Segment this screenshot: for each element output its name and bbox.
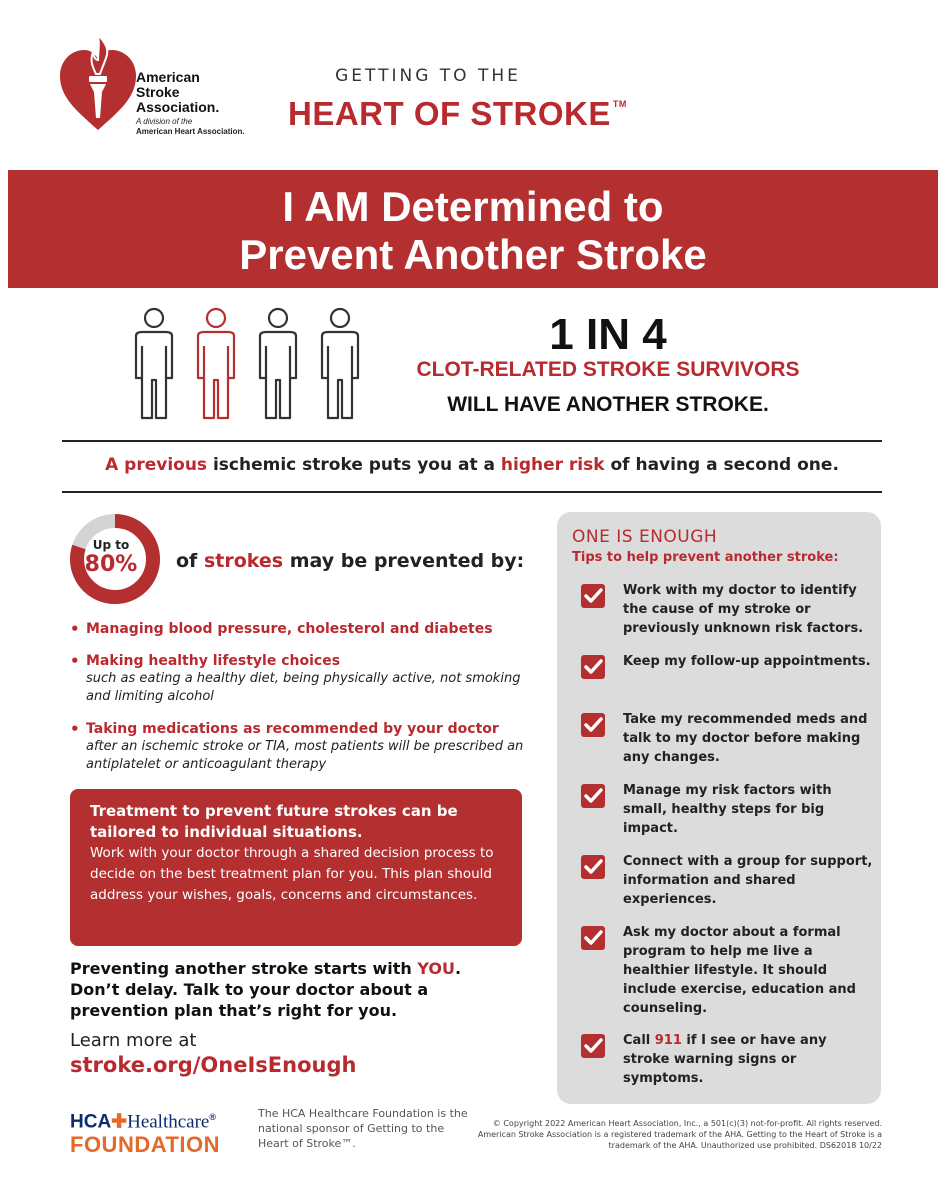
- bullet-title: Managing blood pressure, cholesterol and diabetes: [86, 621, 493, 637]
- tip-text: Manage my risk factors with small, healthy steps for big impact.: [623, 783, 832, 836]
- learn-more-link[interactable]: stroke.org/OneIsEnough: [70, 1053, 357, 1077]
- checkbox-checked-icon: [580, 783, 606, 809]
- prevent-head-p3: may be prevented by:: [283, 550, 525, 572]
- bullet-title: Taking medications as recommended by your doctor: [86, 721, 499, 737]
- risk-higher: higher risk: [500, 455, 605, 475]
- donut-upto-label: Up to: [92, 538, 130, 552]
- tips-subtitle: Tips to help prevent another stroke:: [572, 550, 839, 565]
- hca-logo-registered: ®: [209, 1112, 217, 1122]
- org-name-line-1: American: [136, 69, 200, 85]
- hca-logo-line-2: FOUNDATION: [70, 1132, 221, 1158]
- prevention-bullets: [70, 620, 540, 784]
- stat-highlight: CLOT-RELATED STROKE SURVIVORS: [416, 358, 800, 381]
- org-name-line-3: Association.: [136, 99, 220, 115]
- hca-logo-hca: HCA: [70, 1111, 112, 1133]
- hca-logo-line-1: [70, 1106, 220, 1133]
- title-banner: [8, 170, 938, 288]
- stat-rest: WILL HAVE ANOTHER STROKE.: [447, 393, 769, 416]
- tagline-big-text: HEART OF STROKE: [288, 95, 611, 132]
- closing-p3: Don’t delay. Talk to your doctor about a prevention plan that’s right for you.: [70, 980, 429, 1020]
- hca-star-icon: ✚: [111, 1111, 128, 1133]
- person-icon: [260, 309, 296, 418]
- prevent-heading: [176, 550, 524, 572]
- closing-p2: .: [455, 959, 462, 978]
- tip-text: Connect with a group for support, information and shared experiences.: [623, 854, 873, 907]
- tip-text: [623, 1031, 873, 1088]
- treatment-body: Work with your doctor through a shared decision process to decide on the best treatment plan for you. This plan should address your wishes, goals, concerns and circumstances.: [90, 845, 494, 903]
- bullet-item: [70, 652, 540, 706]
- tip-911: 911: [654, 1033, 682, 1048]
- heart-torch-icon: [58, 32, 138, 132]
- tips-title: ONE IS ENOUGH: [572, 527, 718, 547]
- bullet-sub: after an ischemic stroke or TIA, most patients will be prescribed an antiplatelet or anticoagulant therapy: [86, 739, 524, 772]
- checkbox-checked-icon: [580, 925, 606, 951]
- risk-text-2: of having a second one.: [604, 455, 839, 475]
- sponsor-text: The HCA Healthcare Foundation is the national sponsor of Getting to the Heart of Stroke™.: [258, 1107, 468, 1150]
- divider-top: [62, 440, 882, 442]
- bullet-dot: •: [70, 620, 80, 638]
- tagline-big: [288, 95, 627, 133]
- divider-bottom: [62, 491, 882, 493]
- bullet-sub: such as eating a healthy diet, being physically active, not smoking and limiting alcohol: [86, 671, 521, 704]
- bullet-dot: •: [70, 652, 80, 670]
- checkbox-checked-icon: [580, 654, 606, 680]
- stat-ratio: 1 IN 4: [549, 310, 667, 359]
- people-figures: [130, 306, 370, 422]
- flyer-page: [8, 0, 938, 1200]
- org-name-line-2: Stroke: [136, 84, 180, 100]
- treatment-box: [70, 789, 522, 946]
- risk-statement: [62, 455, 882, 475]
- risk-previous: A previous: [105, 455, 208, 475]
- closing-statement: [70, 958, 530, 1021]
- closing-p1: Preventing another stroke starts with: [70, 959, 418, 978]
- org-division-line-2: American Heart Association.: [136, 127, 245, 136]
- bullet-title: Making healthy lifestyle choices: [86, 653, 341, 669]
- checkbox-checked-icon: [580, 854, 606, 880]
- banner-title-line-1: I AM Determined to: [282, 183, 664, 230]
- closing-you: YOU: [417, 959, 455, 978]
- prevent-head-strokes: strokes: [203, 550, 284, 572]
- donut-percent-label: 80%: [84, 552, 138, 577]
- tip-text-p2: if I see or have any stroke warning signs or symptoms.: [623, 1033, 827, 1086]
- tip-text: Take my recommended meds and talk to my doctor before making any changes.: [623, 712, 868, 765]
- org-division-line-1: A division of the: [136, 117, 193, 126]
- tagline-small: GETTING TO THE: [335, 66, 521, 86]
- checkbox-checked-icon: [580, 712, 606, 738]
- prevent-head-p1: of: [176, 550, 204, 572]
- tagline-trademark: TM: [612, 99, 627, 109]
- checkbox-checked-icon: [580, 1033, 606, 1059]
- asa-logo-text: [136, 70, 245, 137]
- tip-text: Ask my doctor about a formal program to help me live a healthier lifestyle. It should include exercise, education and counseling.: [623, 925, 856, 1016]
- person-icon: [322, 309, 358, 418]
- hca-logo-healthcare: Healthcare: [127, 1111, 210, 1133]
- hca-foundation-logo: [70, 1106, 220, 1157]
- copyright-text: © Copyright 2022 American Heart Association, Inc., a 501(c)(3) not-for-profit. All rights reserved. American Stroke Association is a registered trademark of the AHA. Getting to the Heart of Stroke is a trademark of the AHA. Unauthorized use prohibited. DS62018 10/22: [477, 1119, 882, 1150]
- bullet-item: [70, 720, 540, 774]
- tip-text: Work with my doctor to identify the cause of my stroke or previously unknown risk factors.: [623, 583, 864, 636]
- tip-text-p1: Call: [623, 1033, 655, 1048]
- learn-more-label: Learn more at: [70, 1030, 197, 1051]
- bullet-item: [70, 620, 540, 638]
- checkbox-checked-icon: [580, 583, 606, 609]
- bullet-dot: •: [70, 720, 80, 738]
- treatment-heading: Treatment to prevent future strokes can be tailored to individual situations.: [90, 802, 458, 841]
- person-icon: [136, 309, 172, 418]
- person-highlighted-icon: [198, 309, 234, 418]
- tip-text: Keep my follow-up appointments.: [623, 654, 871, 669]
- banner-title-line-2: Prevent Another Stroke: [239, 231, 707, 278]
- risk-text-1: ischemic stroke puts you at a: [207, 455, 501, 475]
